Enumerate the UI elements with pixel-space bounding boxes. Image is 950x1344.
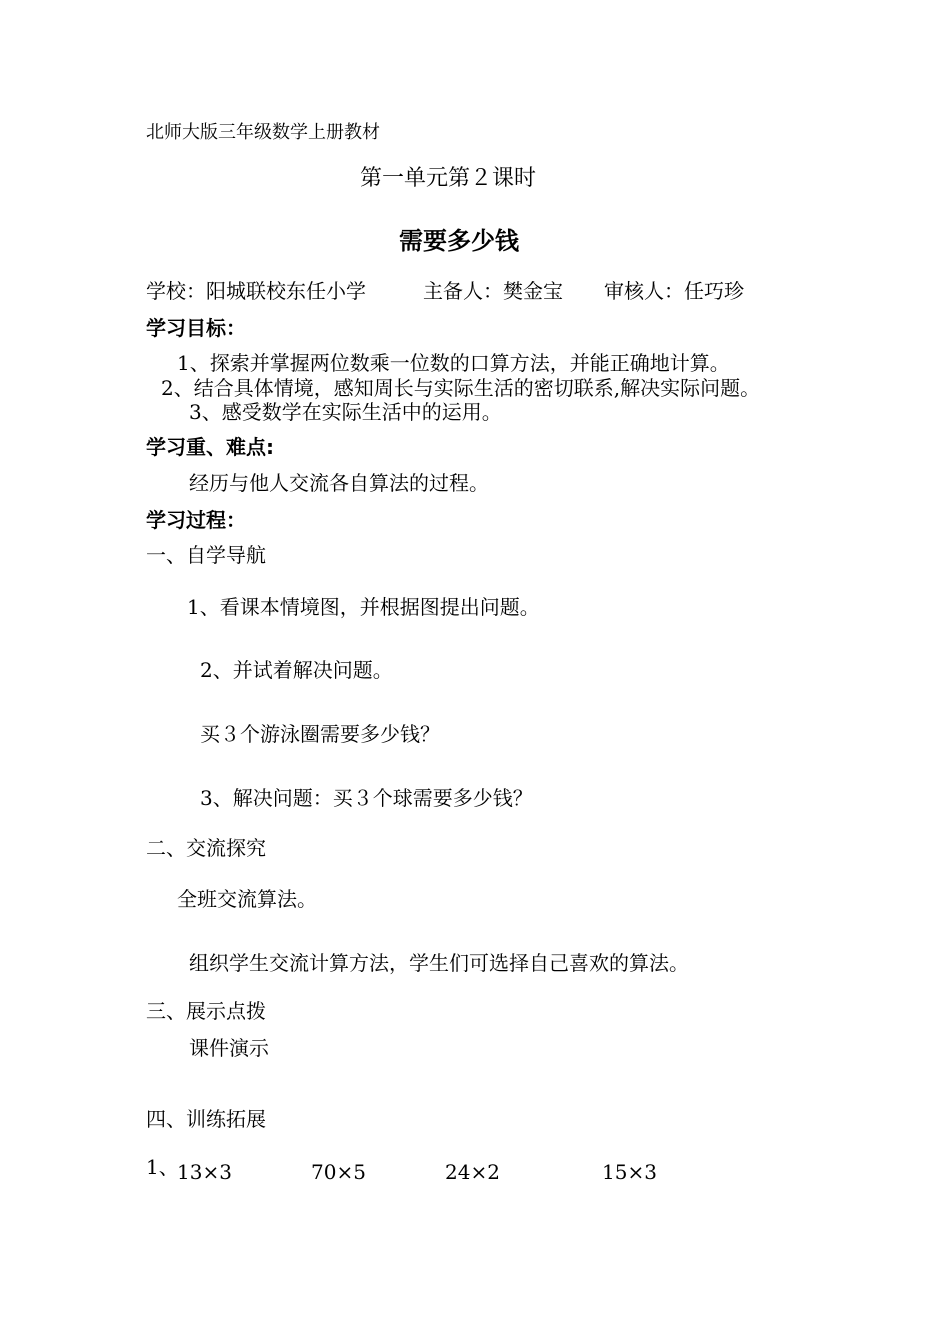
self-study-item-3: 3、解决问题：买３个球需要多少钱？: [200, 786, 533, 810]
exchange-item-1: 全班交流算法。: [177, 887, 317, 911]
reviewer-label: 审核人：任巧珍: [604, 279, 744, 303]
unit-lesson-label: 第一单元第２课时: [360, 166, 537, 191]
exchange-item-2: 组织学生交流计算方法，学生们可选择自己喜欢的算法。: [189, 951, 689, 975]
section-heading-self-study: 一、自学导航: [146, 543, 266, 567]
school-label: 学校：阳城联校东任小学: [146, 279, 366, 303]
goals-heading: 学习目标：: [146, 316, 246, 340]
self-study-question: 买３个游泳圈需要多少钱？: [200, 722, 440, 746]
exercise-item-2: 70×5: [311, 1160, 366, 1184]
demonstration-text: 课件演示: [189, 1036, 269, 1060]
textbook-label: 北师大版三年级数学上册教材: [146, 122, 380, 143]
section-heading-exchange: 二、交流探究: [146, 836, 266, 860]
key-points-heading: 学习重、难点:: [146, 435, 274, 459]
page-title: 需要多少钱: [399, 227, 519, 255]
section-heading-demonstration: 三、展示点拨: [146, 999, 266, 1023]
goal-item-2: 2、结合具体情境，感知周长与实际生活的密切联系,解决实际问题。: [161, 376, 761, 400]
goal-item-1: 1、探索并掌握两位数乘一位数的口算方法，并能正确地计算。: [177, 351, 730, 375]
section-heading-practice: 四、训练拓展: [146, 1107, 266, 1131]
exercise-item-1: 13×3: [177, 1160, 232, 1184]
key-points-text: 经历与他人交流各自算法的过程。: [189, 471, 489, 495]
exercise-item-4: 15×3: [602, 1160, 657, 1184]
preparer-label: 主备人：樊金宝: [423, 279, 563, 303]
self-study-item-1: 1、看课本情境图，并根据图提出问题。: [187, 595, 540, 619]
process-heading: 学习过程：: [146, 508, 246, 532]
self-study-item-2: 2、并试着解决问题。: [200, 658, 393, 682]
exercise-item-3: 24×2: [445, 1160, 500, 1184]
goal-item-3: 3、感受数学在实际生活中的运用。: [189, 400, 502, 424]
exercise-number: 1、: [146, 1155, 179, 1179]
